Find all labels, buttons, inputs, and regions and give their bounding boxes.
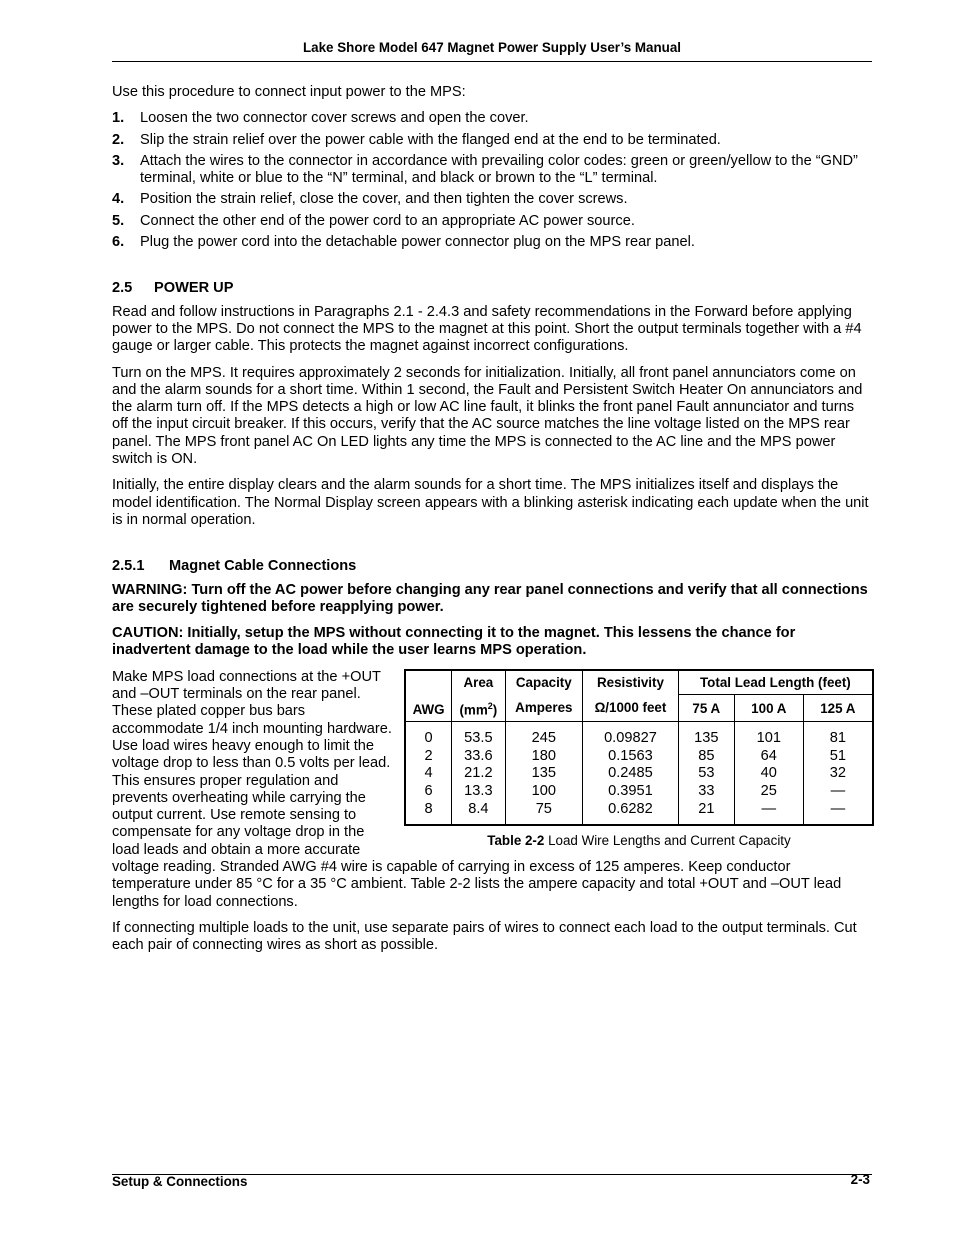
table-cell: 0.6282 (608, 800, 653, 817)
header-rule (112, 61, 872, 62)
table-cell: 6 (424, 783, 433, 800)
page-header: Lake Shore Model 647 Magnet Power Supply User’s Manual (302, 40, 682, 55)
table-cell: 21.2 (464, 765, 493, 782)
table-cell: 32 (829, 765, 846, 782)
procedure-list (112, 110, 872, 251)
table-cell: 64 (760, 747, 777, 764)
step-number: 3. (112, 152, 125, 169)
table-cell: 75 (535, 800, 552, 817)
warning-paragraph: WARNING: Turn off the AC power before changing any rear panel connections and verify that all connections are securely tightened before reapplying power. (112, 581, 868, 615)
section-heading-magnet-cable (112, 558, 872, 575)
wire-table-figure (404, 669, 874, 850)
caption-text: Load Wire Lengths and Current Capacity (544, 833, 791, 849)
load-wire-table (404, 669, 874, 827)
table-cell: — (830, 800, 846, 817)
table-cell: — (830, 783, 846, 800)
footer-page-number: 2-3 (850, 1172, 870, 1187)
col-header-75a: 75 A (678, 695, 734, 722)
area-unit-text: (mm (459, 701, 488, 717)
table-cell: 33 (698, 783, 715, 800)
table-cell: 2 (424, 747, 433, 764)
table-cell: 21 (698, 800, 715, 817)
table-cell: 0.2485 (608, 765, 653, 782)
col-header-capacity-unit: Amperes (505, 695, 583, 722)
length-100a-column (734, 722, 803, 825)
list-item (112, 234, 872, 251)
step-number: 4. (112, 191, 125, 208)
area-column (452, 722, 505, 825)
page-body (112, 84, 872, 963)
col-header-total-lead: Total Lead Length (feet) (678, 670, 873, 695)
col-header-area: Area (452, 670, 505, 695)
table-cell: 101 (756, 730, 781, 747)
table-cell: 0 (424, 730, 433, 747)
table-cell: 135 (531, 765, 556, 782)
table-cell: 8 (424, 800, 433, 817)
length-75a-column (678, 722, 734, 825)
step-text: Position the strain relief, close the cover, and then tighten the cover screws. (140, 191, 628, 208)
paragraph: If connecting multiple loads to the unit, use separate pairs of wires to connect each load to the output terminals. Cut each pair of connecting wires as short as possible. (112, 919, 857, 954)
table-cell: 51 (829, 747, 846, 764)
table-cell: 53 (698, 765, 715, 782)
section-number: 2.5 (112, 280, 133, 297)
col-header-capacity: Capacity (505, 670, 583, 695)
intro-paragraph: Use this procedure to connect input power to the MPS: (112, 84, 466, 100)
awg-column (405, 722, 452, 825)
list-item (112, 132, 872, 149)
step-number: 6. (112, 234, 125, 251)
step-number: 1. (112, 110, 125, 127)
table-cell: 245 (531, 730, 556, 747)
table-cell: 85 (698, 747, 715, 764)
list-item (112, 213, 872, 230)
paragraph: Initially, the entire display clears and the alarm sounds for a short time. The MPS initializes itself and displays the model identification. The Normal Display screen appears with a blinking asterisk indicating each update when the unit is in normal operation. (112, 477, 869, 528)
resistivity-column (583, 722, 679, 825)
table-cell: 33.6 (464, 747, 493, 764)
caption-label: Table 2-2 (487, 833, 545, 849)
col-header-resistivity-unit: Ω/1000 feet (583, 695, 679, 722)
section-number: 2.5.1 (112, 558, 145, 575)
col-header-125a: 125 A (803, 695, 873, 722)
step-text: Loosen the two connector cover screws and open the cover. (140, 110, 529, 127)
table-cell: 180 (531, 747, 556, 764)
paragraph: Read and follow instructions in Paragraphs 2.1 - 2.4.3 and safety recommendations in the Forward before applying power to the MPS. Do not connect the MPS to the magnet at this point. Short the output terminals together with a #4 gauge or larger cable. This protects the magnet against incorrect configurations. (112, 303, 862, 355)
table-cell: 13.3 (464, 783, 493, 800)
area-unit-close: ) (492, 701, 498, 717)
table-cell: 25 (760, 783, 777, 800)
table-cell: 0.09827 (604, 730, 657, 747)
table-body-row (405, 722, 873, 825)
footer-section-name: Setup & Connections (112, 1174, 248, 1189)
table-cell: — (761, 800, 777, 817)
table-cell: 0.3951 (608, 783, 653, 800)
caution-paragraph: CAUTION: Initially, setup the MPS without connecting it to the magnet. This lessens the chance for inadvertent damage to the load while the user learns MPS operation. (112, 625, 796, 659)
section-heading-power-up (112, 280, 872, 297)
section-title: POWER UP (154, 280, 234, 297)
section-title: Magnet Cable Connections (169, 558, 357, 575)
list-item (112, 191, 872, 208)
list-item (112, 110, 872, 127)
table-cell: 4 (424, 765, 433, 782)
col-header-100a: 100 A (734, 695, 803, 722)
table-cell: 8.4 (468, 800, 489, 817)
area-unit-sup: 2 (487, 700, 493, 711)
table-cell: 135 (694, 730, 719, 747)
length-125a-column (803, 722, 873, 825)
step-text: Attach the wires to the connector in accordance with prevailing color codes: green or green/yellow to the “GND” terminal, white or blue to the “N” terminal, and black or brown to the “L” terminal. (140, 152, 858, 187)
paragraph: Make MPS load connections at the +OUT and –OUT terminals on the rear panel. These plated copper bus bars accommodate 1/4 inch mounting hardware. Use load wires heavy enough to limit the voltage drop to less than 0.5 volts per lead. This ensures proper regulation and prevents overheating while carrying the output current. Use remote sensing to compensate for any voltage drop in the load leads and obtain a more accurate voltage reading. Stranded AWG #4 wire is capable of carrying in excess of 125 amperes. Keep conductor temperature under 85 °C for a 35 °C ambient. Table 2-2 lists the ampere capacity and total +OUT and –OUT lead lengths for load connections. (112, 668, 842, 910)
step-number: 5. (112, 212, 125, 229)
col-header-resistivity: Resistivity (583, 670, 679, 695)
col-header-awg: AWG (405, 670, 452, 722)
step-number: 2. (112, 131, 125, 148)
capacity-column (505, 722, 583, 825)
table-cell: 53.5 (464, 730, 493, 747)
step-text: Slip the strain relief over the power cable with the flanged end at the end to be terminated. (140, 131, 721, 148)
paragraph: Turn on the MPS. It requires approximately 2 seconds for initialization. Initially, all front panel annunciators come on and the alarm sounds for a short time. Within 1 second, the Fault and Persistent Switch Heater On annunciators and the alarm turn off. If the MPS detects a high or low AC line fault, it blinks the front panel Fault annunciator and turns off the input circuit breaker. If this occurs, verify that the AC source matches the line voltage listed on the MPS rear panel. The MPS front panel AC On LED lights any time the MPS is connected to the AC line and the MPS power switch is ON. (112, 364, 863, 468)
step-text: Connect the other end of the power cord to an appropriate AC power source. (140, 212, 635, 229)
table-cell: 100 (531, 783, 556, 800)
col-header-area-unit (452, 695, 505, 722)
table-cell: 0.1563 (608, 747, 653, 764)
table-cell: 40 (760, 765, 777, 782)
list-item (112, 153, 872, 188)
table-caption (404, 832, 874, 849)
table-cell: 81 (829, 730, 846, 747)
step-text: Plug the power cord into the detachable power connector plug on the MPS rear panel. (140, 234, 695, 251)
